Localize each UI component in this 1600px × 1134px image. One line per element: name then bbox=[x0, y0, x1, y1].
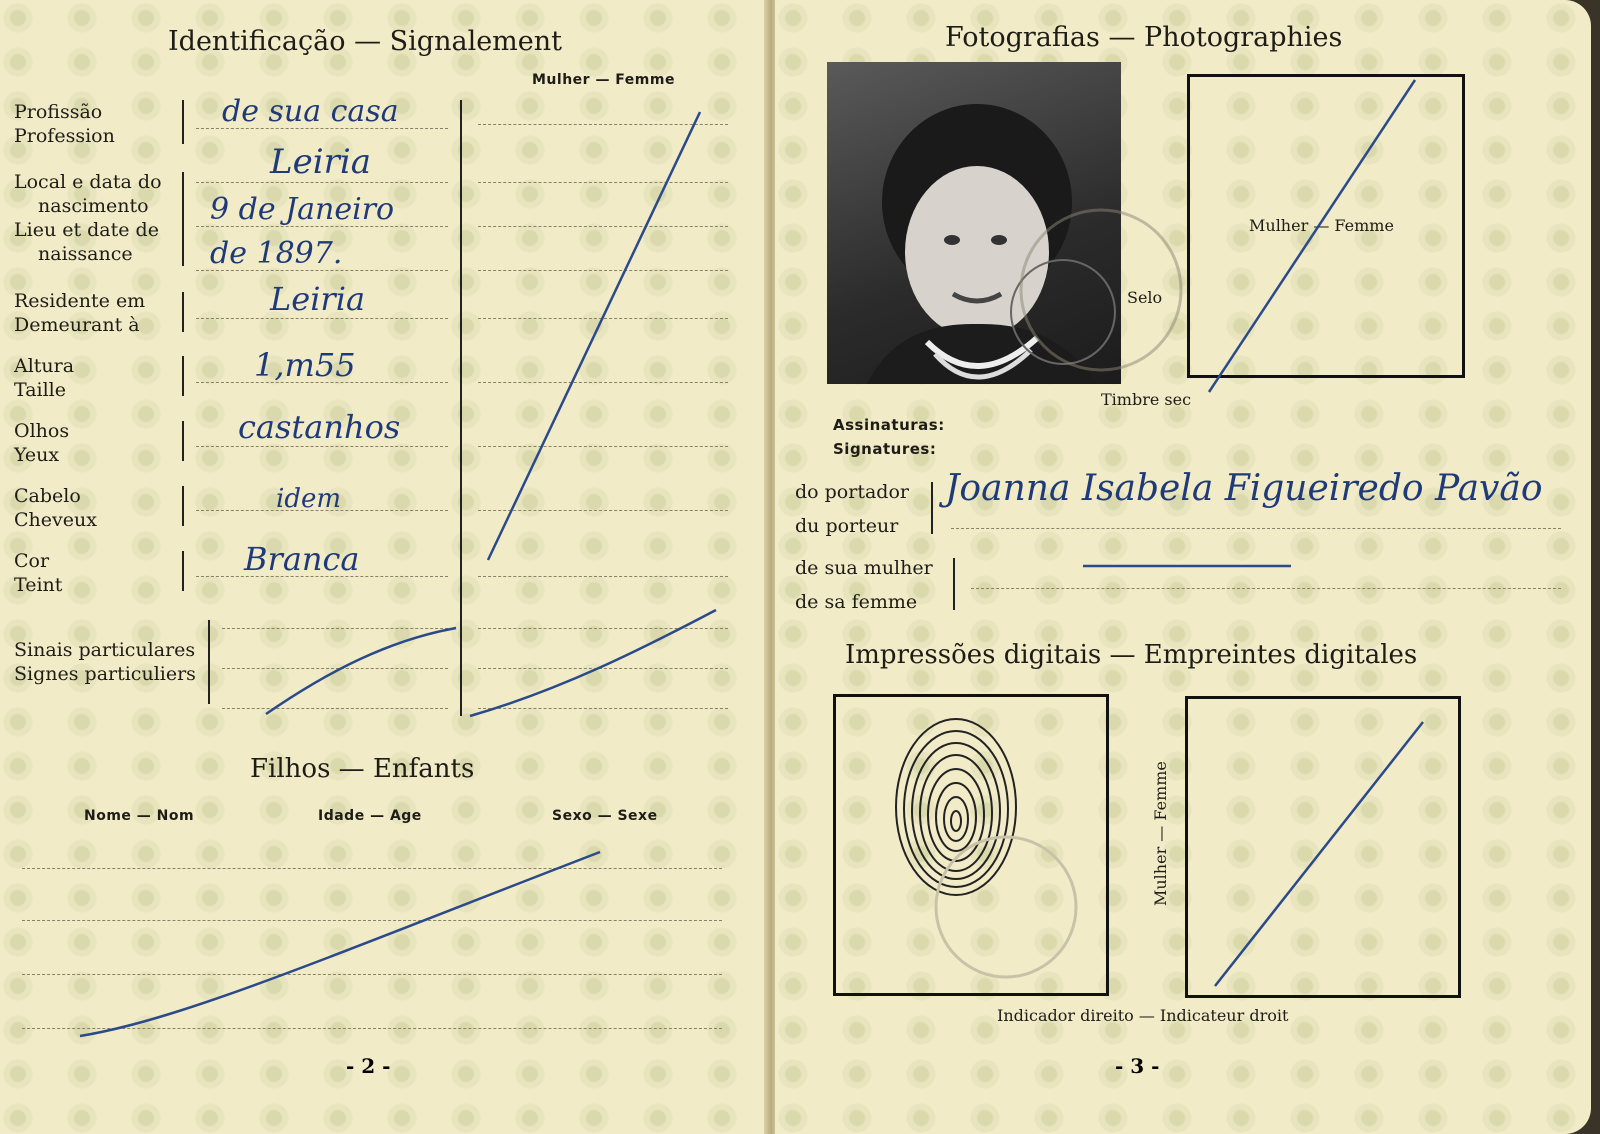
fingerprint-image bbox=[836, 697, 1106, 993]
fingerprints-title: Impressões digitais — Empreintes digitales bbox=[845, 640, 1418, 670]
identification-page bbox=[0, 0, 772, 1134]
wife-prints-label: Mulher — Femme bbox=[1151, 761, 1170, 906]
complexion-label-pt: Cor bbox=[14, 550, 50, 572]
fingerprint-caption: Indicador direito — Indicateur droit bbox=[997, 1006, 1289, 1025]
brace bbox=[182, 421, 190, 461]
page-number: - 2 - bbox=[346, 1054, 391, 1078]
right-index-box bbox=[833, 694, 1109, 996]
dotted-line bbox=[222, 708, 448, 709]
dotted-line bbox=[196, 446, 448, 447]
height-label-fr: Taille bbox=[14, 379, 66, 401]
marks-label-pt: Sinais particulares bbox=[14, 639, 196, 661]
eyes-label-pt: Olhos bbox=[14, 420, 70, 442]
bearer-label-pt: do portador bbox=[795, 481, 909, 503]
wife-prints-box bbox=[1185, 696, 1461, 998]
hair-value: idem bbox=[276, 484, 341, 514]
residence-label-fr: Demeurant à bbox=[14, 314, 140, 336]
dotted-line bbox=[478, 382, 728, 383]
wife-label-pt: de sua mulher bbox=[795, 557, 933, 579]
profession-label-fr: Profession bbox=[14, 125, 115, 147]
height-label-pt: Altura bbox=[14, 355, 75, 377]
brace bbox=[931, 482, 939, 534]
portrait-image bbox=[827, 62, 1121, 384]
brace bbox=[182, 292, 190, 332]
dotted-line bbox=[222, 628, 448, 629]
brace bbox=[182, 551, 190, 591]
stamp-label: Selo bbox=[1127, 288, 1163, 307]
dotted-line bbox=[478, 708, 728, 709]
photographs-page bbox=[775, 0, 1591, 1134]
page-number: - 3 - bbox=[1115, 1054, 1160, 1078]
brace bbox=[953, 558, 961, 610]
hair-label-pt: Cabelo bbox=[14, 485, 81, 507]
birthyear-value: de 1897. bbox=[210, 236, 343, 271]
dotted-line bbox=[22, 1028, 722, 1029]
complexion-label-fr: Teint bbox=[14, 574, 63, 596]
complexion-value: Branca bbox=[244, 540, 360, 578]
brace bbox=[182, 356, 190, 396]
height-value: 1,m55 bbox=[254, 346, 356, 384]
birthplace-value: Leiria bbox=[270, 142, 371, 182]
dotted-line bbox=[478, 124, 728, 125]
wife-label-fr: de sa femme bbox=[795, 591, 918, 613]
brace bbox=[182, 100, 190, 144]
dotted-line bbox=[478, 510, 728, 511]
dry-seal-label: Timbre sec bbox=[1101, 390, 1192, 409]
eyes-label-fr: Yeux bbox=[14, 444, 60, 466]
birth-label-pt2: nascimento bbox=[38, 195, 149, 217]
dotted-line bbox=[222, 668, 448, 669]
bearer-signature: Joanna Isabela Figueiredo Pavão bbox=[945, 468, 1543, 509]
profession-label-pt: Profissão bbox=[14, 101, 103, 123]
dotted-line bbox=[22, 868, 722, 869]
dotted-line bbox=[478, 446, 728, 447]
dotted-line bbox=[951, 528, 1561, 529]
page-title: Fotografias — Photographies bbox=[945, 22, 1343, 53]
children-header-sex: Sexo — Sexe bbox=[552, 808, 658, 824]
column-header: Mulher — Femme bbox=[532, 72, 675, 88]
dotted-line bbox=[196, 318, 448, 319]
bearer-label-fr: du porteur bbox=[795, 515, 899, 537]
dotted-line bbox=[478, 226, 728, 227]
dotted-line bbox=[971, 588, 1561, 589]
portrait-photo bbox=[827, 62, 1121, 384]
wife-photo-label: Mulher — Femme bbox=[1249, 216, 1394, 235]
signatures-title-pt: Assinaturas: bbox=[833, 416, 945, 434]
dotted-line bbox=[22, 974, 722, 975]
signatures-title-fr: Signatures: bbox=[833, 440, 937, 458]
dotted-line bbox=[478, 668, 728, 669]
dotted-line bbox=[478, 318, 728, 319]
birthdate-value: 9 de Janeiro bbox=[210, 192, 395, 227]
eyes-value: castanhos bbox=[238, 408, 401, 446]
dotted-line bbox=[478, 270, 728, 271]
page-title: Identificação — Signalement bbox=[168, 26, 563, 57]
marks-label-fr: Signes particuliers bbox=[14, 663, 196, 685]
hair-label-fr: Cheveux bbox=[14, 509, 97, 531]
birth-label-fr: Lieu et date de bbox=[14, 219, 159, 241]
children-title: Filhos — Enfants bbox=[250, 754, 475, 784]
residence-label-pt: Residente em bbox=[14, 290, 146, 312]
dotted-line bbox=[22, 920, 722, 921]
dotted-line bbox=[478, 628, 728, 629]
dotted-line bbox=[478, 576, 728, 577]
birth-label-pt: Local e data do bbox=[14, 171, 162, 193]
column-divider bbox=[460, 100, 462, 716]
residence-value: Leiria bbox=[270, 280, 366, 318]
birth-label-fr2: naissance bbox=[38, 243, 133, 265]
brace bbox=[182, 172, 190, 266]
profession-value: de sua casa bbox=[222, 94, 399, 129]
dotted-line bbox=[196, 182, 448, 183]
children-header-age: Idade — Age bbox=[318, 808, 422, 824]
brace bbox=[182, 486, 190, 526]
dotted-line bbox=[478, 182, 728, 183]
children-header-name: Nome — Nom bbox=[84, 808, 195, 824]
brace bbox=[208, 620, 216, 704]
